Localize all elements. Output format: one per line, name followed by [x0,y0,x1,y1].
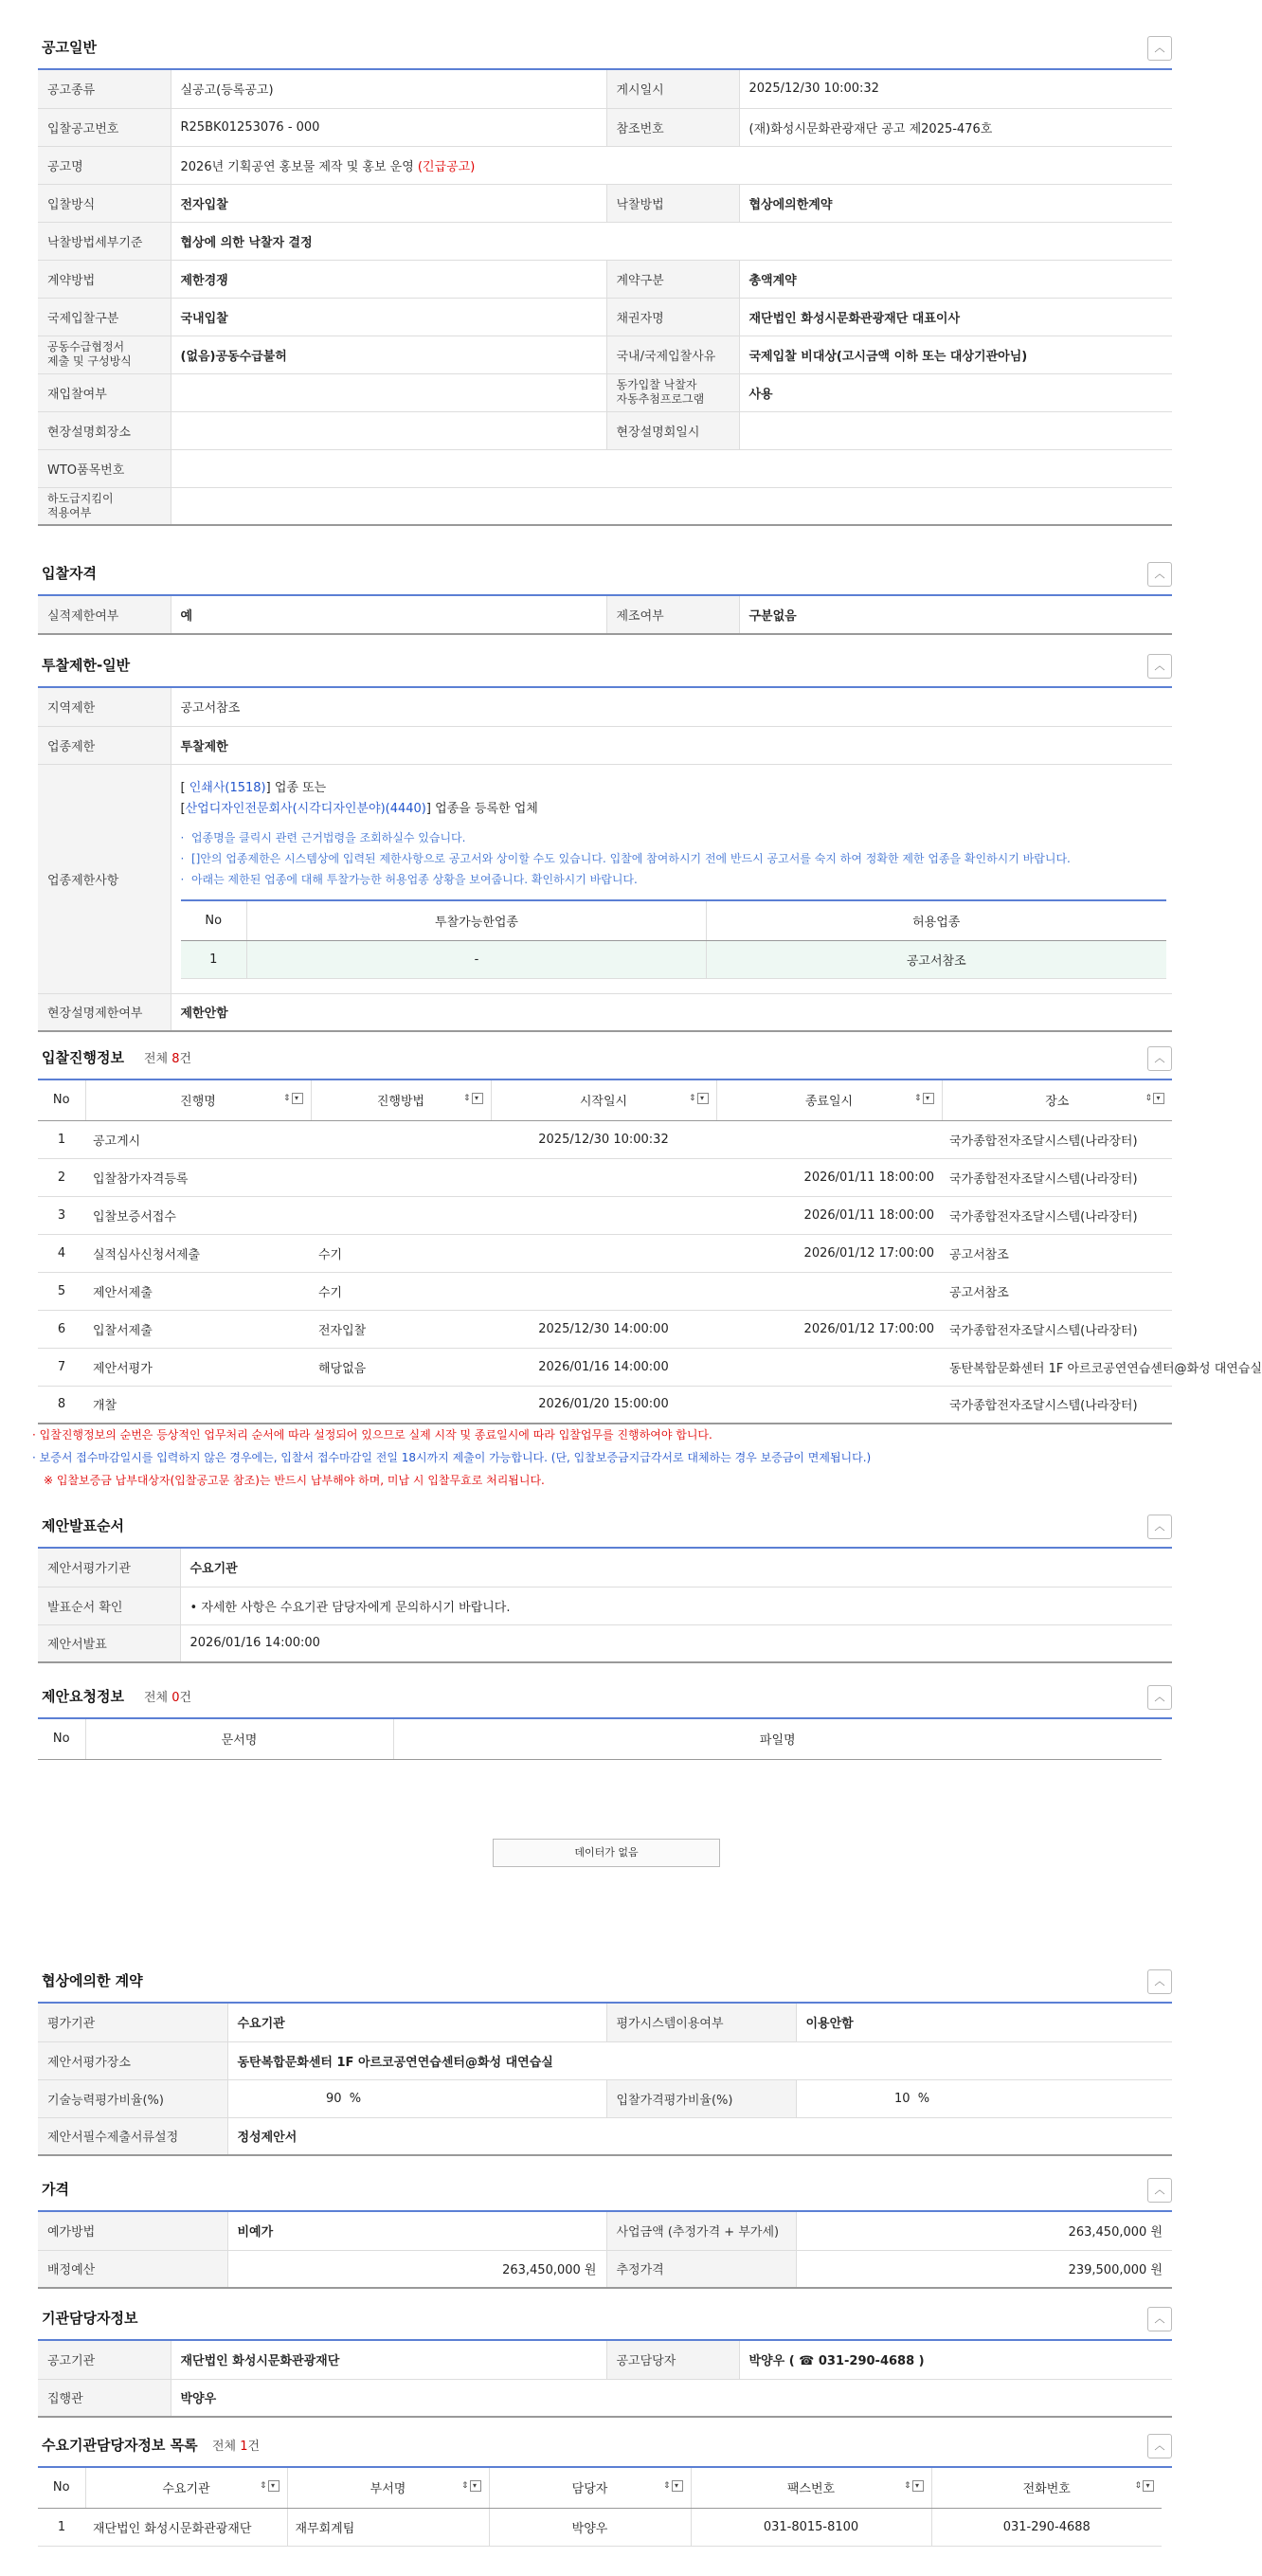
value [739,411,1172,449]
cell: 2026/01/12 17:00:00 [716,1234,942,1272]
cell: 제안서평가 [85,1348,311,1386]
label-line: 동가입찰 낙찰자 [616,378,697,391]
sort-icon[interactable]: ⇕ ▾ [663,2480,683,2492]
qualification-section [38,554,1172,635]
value: (재)화성시문화관광재단 공고 제2025-476호 [739,108,1172,146]
cell: 7 [38,1348,85,1386]
request-table [38,1719,1162,1760]
cell: 박양우 [489,2508,691,2546]
value: 239,500,000 원 [796,2250,1172,2288]
cell: 2026/01/20 15:00:00 [491,1386,716,1424]
label: 현장설명제한여부 [38,993,171,1031]
total-count [144,1687,191,1705]
industry-line [181,778,1163,799]
section-title: 투찰제한-일반 [42,657,131,674]
cell: 공고서참조 [942,1234,1172,1272]
header-label: 부서명 [370,2482,406,2497]
value: 동탄복합문화센터 1F 아르코공연연습센터@화성 대연습실 [227,2041,1172,2079]
label-line: 공동수급협정서 [47,340,125,354]
label: 제안서평가장소 [38,2041,227,2079]
notice-name [171,146,1172,184]
industry-text: ] 업종을 등록한 업체 [425,802,538,817]
cell [716,1272,942,1310]
cell: 재단법인 화성시문화관광재단 [85,2508,287,2546]
label: 예가방법 [38,2212,227,2250]
column-header-fax[interactable] [691,2468,931,2508]
count-suffix: 건 [247,2440,261,2454]
collapse-toggle-icon[interactable]: ︿ [1147,1046,1172,1071]
value: 투찰제한 [171,726,1172,764]
agency-table [38,2341,1172,2418]
column-header-start[interactable] [491,1080,716,1120]
count-prefix: 전체 [144,1691,172,1705]
value: • 자세한 사항은 수요기관 담당자에게 문의하시기 바랍니다. [180,1587,1172,1624]
label-line: 제출 및 구성방식 [47,354,132,368]
label: 공고명 [38,146,171,184]
value [171,487,1172,525]
value: 재단법인 화성시문화관광재단 [171,2341,606,2379]
label [606,373,739,411]
section-header [38,2299,1172,2341]
bracket: [ [180,802,186,817]
presentation-table [38,1549,1172,1663]
cell [311,1196,491,1234]
count-prefix: 전체 [212,2440,241,2454]
value: 협상에 의한 낙찰자 결정 [171,222,1172,260]
label: 공고담당자 [606,2341,739,2379]
value: R25BK01253076 - 000 [171,108,606,146]
label: 배정예산 [38,2250,227,2288]
header-label: 장소 [1045,1095,1070,1110]
cell: 국가종합전자조달시스템(나라장터) [942,1120,1172,1158]
section-header [38,1039,1172,1080]
cell: 1 [181,940,247,978]
cell: 제안서제출 [85,1272,311,1310]
label: 사업금액 (추정가격 + 부가세) [606,2212,796,2250]
industry-limit-detail [171,764,1172,993]
sort-icon[interactable]: ⇕ ▾ [1134,2480,1154,2492]
collapse-toggle-icon[interactable]: ︿ [1147,2178,1172,2203]
collapse-toggle-icon[interactable]: ︿ [1147,1515,1172,1539]
label: 공고종류 [38,70,171,108]
table-row [38,1120,1172,1158]
label: 입찰방식 [38,184,171,222]
label: 계약방법 [38,260,171,298]
sort-icon[interactable]: ⇕ ▾ [904,2480,924,2492]
price-section [38,2170,1172,2289]
cell [491,1196,716,1234]
collapse-toggle-icon[interactable]: ︿ [1147,2307,1172,2331]
cell [311,1158,491,1196]
value [171,373,606,411]
cell [311,1120,491,1158]
demand-section [38,2426,1172,2547]
cell: 공고서참조 [707,940,1166,978]
value: 박양우 ( ☎ 031-290-4688 ) [739,2341,1172,2379]
count-number: 0 [171,1691,180,1705]
column-header-place[interactable] [942,1080,1172,1120]
label: 국내/국제입찰사유 [606,336,739,373]
note-item: · 입찰진행정보의 순번은 등상적인 업무처리 순서에 따라 설정되어 있으므로 실제 시작 및 종료일시에 따라 입찰업무를 진행하여야 합니다. [32,1428,712,1442]
header-label: 수요기관 [162,2482,210,2497]
allowed-industry-table [181,899,1166,979]
sort-icon[interactable]: ⇕ ▾ [914,1093,934,1104]
note-item: · []안의 업종제한은 시스템상에 입력된 제한사항으로 공고서와 상이할 수도 있습니다. 입찰에 참여하시기 전에 반드시 공고서를 숙지 하여 정확한 제한 업종을 확인하시기 바랍니다. [180,852,1071,866]
section-title: 수요기관담당자정보 목록 [42,2437,198,2454]
value [227,2079,606,2117]
label: 평가시스템이용여부 [606,2004,796,2041]
label: 업종제한 [38,726,171,764]
cell: 2026/01/12 17:00:00 [716,1310,942,1348]
cell: 8 [38,1386,85,1424]
value: 2025/12/30 10:00:32 [739,70,1172,108]
label: 계약구분 [606,260,739,298]
cell [311,1386,491,1424]
industry-line [181,799,1163,820]
section-title: 기관담당자정보 [42,2310,138,2327]
section-header [38,1678,1172,1719]
value: 예 [171,596,606,634]
qualification-table [38,596,1172,635]
cell: 입찰서제출 [85,1310,311,1348]
sort-icon[interactable]: ⇕ ▾ [283,1093,303,1104]
bid-limit-section [38,646,1172,1032]
cell: 수기 [311,1272,491,1310]
value: 전자입찰 [171,184,606,222]
demand-table [38,2468,1162,2547]
value [171,449,1172,487]
label [38,336,171,373]
column-header: No [38,1080,85,1120]
label: 현장설명회장소 [38,411,171,449]
sort-icon[interactable]: ⇕ ▾ [461,2480,481,2492]
industry-link[interactable]: 산업디자인전문회사(시각디자인분야)(4440) [185,802,426,817]
agency-section [38,2299,1172,2418]
cell: 2026/01/16 14:00:00 [491,1348,716,1386]
cell: 입찰참가자격등록 [85,1158,311,1196]
section-header [38,646,1172,688]
value: 정성제안서 [227,2117,1172,2155]
value: 협상에의한계약 [739,184,1172,222]
table-row [38,1234,1172,1272]
value: 제한경쟁 [171,260,606,298]
column-header-manager[interactable] [489,2468,691,2508]
label: 집행관 [38,2379,171,2417]
label: 제안서발표 [38,1624,180,1662]
cell: 031-8015-8100 [691,2508,931,2546]
label: 지역제한 [38,688,171,726]
collapse-toggle-icon[interactable]: ︿ [1147,1685,1172,1710]
column-header-end[interactable] [716,1080,942,1120]
section-title: 입찰자격 [42,565,97,582]
section-title: 제안요청정보 [42,1688,124,1705]
cell: 5 [38,1272,85,1310]
value: 공고서참조 [171,688,1172,726]
collapse-toggle-icon[interactable]: ︿ [1147,562,1172,587]
cell: 6 [38,1310,85,1348]
count-suffix: 건 [179,1052,192,1066]
value: 비예가 [227,2212,606,2250]
label: 게시일시 [606,70,739,108]
general-table [38,70,1172,526]
note-text: 업종명을 클릭시 관련 근거법령을 조회하실수 있습니다. [190,831,466,845]
label: 기술능력평가비율(%) [38,2079,227,2117]
cell: 2 [38,1158,85,1196]
column-header: No [38,1719,85,1759]
cell: 국가종합전자조달시스템(나라장터) [942,1310,1172,1348]
cell [491,1272,716,1310]
label: 평가기관 [38,2004,227,2041]
value: 구분없음 [739,596,1172,634]
label-line: 적용여부 [47,505,92,519]
section-header [38,1962,1172,2004]
label: 실적제한여부 [38,596,171,634]
value [171,411,606,449]
label: 낙찰방법 [606,184,739,222]
bid-limit-table [38,688,1172,1032]
price-ratio: 10 [893,2091,910,2106]
label-line: 자동추첨프로그램 [616,392,705,406]
note-text: 입찰진행정보의 순번은 등상적인 업무처리 순서에 따라 설정되어 있으므로 실제 시작 및 종료일시에 따라 입찰업무를 진행하여야 합니다. [39,1428,712,1442]
count-suffix: 건 [179,1691,192,1705]
section-title: 입찰진행정보 [42,1049,124,1066]
value: 국내입찰 [171,298,606,336]
table-row [38,1196,1172,1234]
collapse-toggle-icon[interactable]: ︿ [1147,2434,1172,2458]
note-item: · 아래는 제한된 업종에 대해 투찰가능한 허용업종 상황을 보여줍니다. 확인하시기 바랍니다. [180,873,638,887]
industry-text: ] 업종 또는 [265,781,327,796]
note-text: 보증서 접수마감일시를 입력하지 않은 경우에는, 입찰서 접수마감일 전일 18시까지 제출이 가능합니다. (단, 입찰보증금지급각서로 대체하는 경우 보증금이 면제됩니다.) [39,1451,872,1464]
value-text: 자세한 사항은 수요기관 담당자에게 문의하시기 바랍니다. [201,1600,511,1615]
column-header: 투찰가능한업종 [247,900,707,940]
cell: 3 [38,1196,85,1234]
cell: 개찰 [85,1386,311,1424]
cell: 입찰보증서접수 [85,1196,311,1234]
value [796,2079,1172,2117]
label: 발표순서 확인 [38,1587,180,1624]
value: 2026/01/16 14:00:00 [180,1624,1172,1662]
cell [716,1348,942,1386]
cell [716,1386,942,1424]
note-item: · 보증서 접수마감일시를 입력하지 않은 경우에는, 입찰서 접수마감일 전일 18시까지 제출이 가능합니다. (단, 입찰보증금지급각서로 대체하는 경우 보증금이 면제됩니다.) [32,1451,872,1464]
cell: 1 [38,1120,85,1158]
table-row [38,1158,1172,1196]
general-section [38,28,1172,526]
section-header [38,554,1172,596]
cell: 031-290-4688 [931,2508,1162,2546]
column-header-name[interactable] [85,1080,311,1120]
collapse-toggle-icon[interactable]: ︿ [1147,1969,1172,1994]
label: 재입찰여부 [38,373,171,411]
value: 박양우 [171,2379,1172,2417]
cell: 2025/12/30 14:00:00 [491,1310,716,1348]
label: 업종제한사항 [38,764,171,993]
cell [491,1234,716,1272]
negotiation-section [38,1962,1172,2156]
value: 재단법인 화성시문화관광재단 대표이사 [739,298,1172,336]
cell: 국가종합전자조달시스템(나라장터) [942,1158,1172,1196]
header-label: 종료일시 [804,1095,854,1110]
count-number: 8 [171,1052,180,1066]
table-row [38,1310,1172,1348]
label: 입찰가격평가비율(%) [606,2079,796,2117]
section-header [38,2426,1172,2468]
table-row [38,1272,1172,1310]
total-count [144,1048,191,1066]
label: 채권자명 [606,298,739,336]
empty-state: 데이터가 없음 [493,1839,720,1867]
value: 263,450,000 원 [796,2212,1172,2250]
table-row [181,940,1166,978]
cell: 국가종합전자조달시스템(나라장터) [942,1386,1172,1424]
section-title: 제안발표순서 [42,1517,124,1534]
cell [716,1120,942,1158]
urgent-badge: (긴급공고) [417,159,476,174]
industry-link[interactable]: 인쇄사(1518) [189,781,266,796]
column-header: 문서명 [85,1719,393,1759]
column-header: No [181,900,247,940]
note-text: ※ 입찰보증금 납부대상자(입찰공고문 참조)는 반드시 납부해야 하며, 미납 시 입찰무효로 처리됩니다. [44,1474,545,1487]
column-header: 파일명 [393,1719,1162,1759]
label: WTO품목번호 [38,449,171,487]
progress-section [38,1039,1262,1424]
label: 입찰공고번호 [38,108,171,146]
value: 263,450,000 원 [227,2250,606,2288]
bracket: [ [180,781,186,796]
sort-icon[interactable]: ⇕ ▾ [689,1093,709,1104]
count-number: 1 [240,2440,248,2454]
presentation-section [38,1507,1172,1663]
header-label: 팩스번호 [786,2482,836,2497]
cell: 해당없음 [311,1348,491,1386]
cell: 수기 [311,1234,491,1272]
column-header-agency[interactable] [85,2468,287,2508]
value: 총액계약 [739,260,1172,298]
table-row [38,2508,1162,2546]
value: 실공고(등록공고) [171,70,606,108]
note-text: []안의 업종제한은 시스템상에 입력된 제한사항으로 공고서와 상이할 수도 있습니다. 입찰에 참여하시기 전에 반드시 공고서를 숙지 하여 정확한 제한 업종을 확인하시기 바랍니다. [190,852,1071,866]
label-line: 하도급지킴이 [47,491,114,505]
cell: 재무회계팀 [287,2508,489,2546]
column-header: 허용업종 [707,900,1166,940]
cell: 2026/01/11 18:00:00 [716,1158,942,1196]
cell: 2025/12/30 10:00:32 [491,1120,716,1158]
column-header-method[interactable] [311,1080,491,1120]
sort-icon[interactable]: ⇕ ▾ [463,1093,483,1104]
request-section [38,1678,1172,1859]
table-row [38,1348,1172,1386]
unit: % [349,2091,362,2106]
cell: - [247,940,707,978]
column-header-dept[interactable] [287,2468,489,2508]
collapse-toggle-icon[interactable]: ︿ [1147,36,1172,61]
header-label: 진행명 [180,1095,216,1110]
table-row [38,1386,1172,1424]
cell: 4 [38,1234,85,1272]
total-count [212,2436,260,2454]
section-title: 가격 [42,2181,69,2198]
label: 참조번호 [606,108,739,146]
section-header [38,28,1172,70]
negotiation-table [38,2004,1172,2156]
column-header-phone[interactable] [931,2468,1162,2508]
label: 제안서필수제출서류설정 [38,2117,227,2155]
section-title: 협상에의한 계약 [42,1972,143,1989]
label: 현장설명회일시 [606,411,739,449]
cell: 전자입찰 [311,1310,491,1348]
sort-icon[interactable]: ⇕ ▾ [1145,1093,1164,1104]
label [38,487,171,525]
label: 제조여부 [606,596,739,634]
header-label: 전화번호 [1022,2482,1071,2497]
value: (없음)공동수급불허 [171,336,606,373]
cell [491,1158,716,1196]
notes [181,827,1163,890]
value: 수요기관 [227,2004,606,2041]
sort-icon[interactable]: ⇕ ▾ [260,2480,279,2492]
label: 낙찰방법세부기준 [38,222,171,260]
section-header [38,2170,1172,2212]
value: 사용 [739,373,1172,411]
tech-ratio: 90 [325,2091,342,2106]
note-text: 아래는 제한된 업종에 대해 투찰가능한 허용업종 상황을 보여줍니다. 확인하시기 바랍니다. [190,873,638,887]
label: 제안서평가기관 [38,1549,180,1587]
unit: % [917,2091,930,2106]
cell: 1 [38,2508,85,2546]
header-label: 담당자 [571,2482,608,2497]
value: 국제입찰 비대상(고시금액 이하 또는 대상기관아님) [739,336,1172,373]
cell: 실적심사신청서제출 [85,1234,311,1272]
cell: 공고게시 [85,1120,311,1158]
label: 공고기관 [38,2341,171,2379]
section-title: 공고일반 [42,39,97,56]
note-item: · 업종명을 클릭시 관련 근거법령을 조회하실수 있습니다. [180,831,466,845]
column-header: No [38,2468,85,2508]
progress-table [38,1080,1262,1424]
progress-notes [32,1424,1179,1492]
value: 이용안함 [796,2004,1172,2041]
section-header [38,1507,1172,1549]
header-label: 시작일시 [579,1095,628,1110]
cell: 동탄복합문화센터 1F 아르코공연연습센터@화성 대연습실 [942,1348,1172,1386]
cell: 국가종합전자조달시스템(나라장터) [942,1196,1172,1234]
header-label: 진행방법 [376,1095,425,1110]
value: 제한안함 [171,993,1172,1031]
value: 수요기관 [180,1549,1172,1587]
cell: 2026/01/11 18:00:00 [716,1196,942,1234]
count-prefix: 전체 [144,1052,172,1066]
label: 국제입찰구분 [38,298,171,336]
price-table [38,2212,1172,2289]
label: 추정가격 [606,2250,796,2288]
collapse-toggle-icon[interactable]: ︿ [1147,654,1172,679]
notice-name-text: 2026년 기획공연 홍보물 제작 및 홍보 운영 [180,159,414,174]
cell: 공고서참조 [942,1272,1172,1310]
